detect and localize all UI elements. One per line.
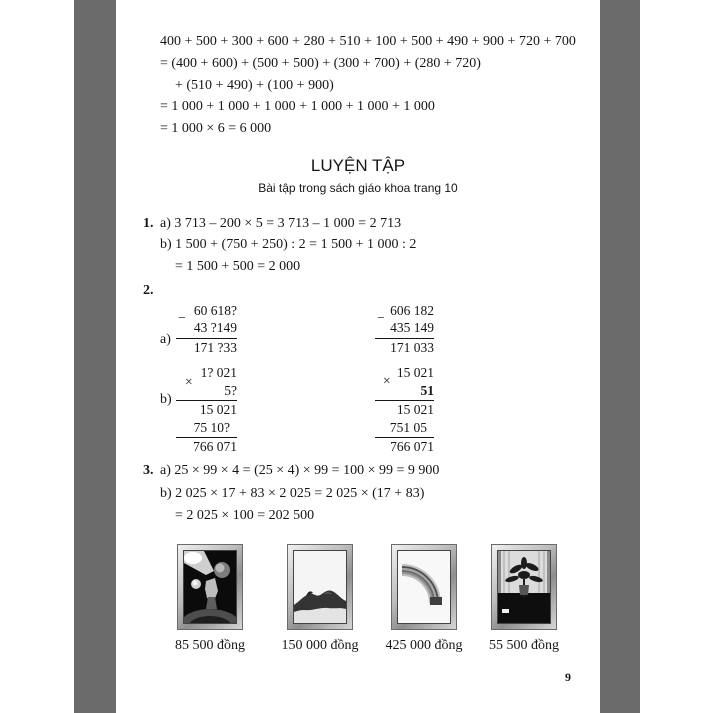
part-label: a) bbox=[160, 332, 171, 347]
product: 766 071 bbox=[193, 439, 237, 454]
calc-line: = 1 000 × 6 = 6 000 bbox=[160, 121, 272, 136]
picture-price: 85 500 đồng bbox=[175, 638, 245, 653]
minus-sign: − bbox=[377, 310, 385, 325]
result-rule bbox=[375, 338, 434, 339]
picture-frame bbox=[391, 544, 457, 630]
page-number: 9 bbox=[565, 670, 571, 684]
multiplicand: 15 021 bbox=[396, 365, 434, 380]
partial-product-2: 751 05 bbox=[389, 420, 427, 435]
picture-frame bbox=[491, 544, 557, 630]
difference: 171 033 bbox=[390, 340, 434, 355]
rainbow-painting-image bbox=[397, 550, 451, 624]
section-subtitle: Bài tập trong sách giáo khoa trang 10 bbox=[258, 181, 458, 195]
multiplier: 5? bbox=[224, 383, 237, 398]
multiplier: 51 bbox=[420, 383, 434, 398]
result-rule bbox=[176, 338, 237, 339]
partial-rule bbox=[176, 400, 237, 401]
subtrahend: 43 ?149 bbox=[193, 320, 237, 335]
times-sign: × bbox=[185, 374, 193, 389]
minus-sign: − bbox=[178, 310, 186, 325]
exercise-number: 1. bbox=[143, 216, 154, 231]
product: 766 071 bbox=[390, 439, 434, 454]
multiplicand: 1? 021 bbox=[200, 365, 237, 380]
exercise-number: 2. bbox=[143, 283, 154, 298]
difference: 171 ?33 bbox=[193, 340, 237, 355]
minuend: 606 182 bbox=[390, 303, 434, 318]
calc-line: + (510 + 490) + (100 + 900) bbox=[175, 78, 334, 93]
partial-product-1: 15 021 bbox=[199, 402, 237, 417]
partial-product-2: 75 10? bbox=[193, 420, 230, 435]
viewer-margin-left bbox=[74, 0, 116, 713]
exercise-line: = 1 500 + 500 = 2 000 bbox=[175, 259, 301, 274]
exercise-line: = 2 025 × 100 = 202 500 bbox=[175, 508, 315, 523]
plant-painting-image bbox=[497, 550, 551, 624]
picture-price: 150 000 đồng bbox=[281, 638, 359, 653]
subtrahend: 435 149 bbox=[390, 320, 434, 335]
times-sign: × bbox=[383, 373, 391, 388]
textbook-page bbox=[116, 0, 600, 713]
calc-line: = (400 + 600) + (500 + 500) + (300 + 700) + (280 + 720) bbox=[160, 56, 481, 71]
minuend: 60 618? bbox=[193, 303, 237, 318]
calc-line: = 1 000 + 1 000 + 1 000 + 1 000 + 1 000 + 1 000 bbox=[160, 99, 435, 114]
picture-frame bbox=[177, 544, 243, 630]
partial-rule bbox=[375, 400, 434, 401]
result-rule bbox=[176, 437, 237, 438]
space-painting-image bbox=[183, 550, 237, 624]
picture-price: 55 500 đồng bbox=[489, 638, 559, 653]
exercise-line: b) 1 500 + (750 + 250) : 2 = 1 500 + 1 000 : 2 bbox=[160, 237, 417, 252]
landscape-painting-image bbox=[293, 550, 347, 624]
part-label: b) bbox=[160, 392, 172, 407]
section-title: LUYỆN TẬP bbox=[310, 156, 406, 175]
picture-price: 425 000 đồng bbox=[385, 638, 463, 653]
partial-product-1: 15 021 bbox=[396, 402, 434, 417]
picture-frame bbox=[287, 544, 353, 630]
exercise-number: 3. bbox=[143, 463, 154, 478]
exercise-line: a) 25 × 99 × 4 = (25 × 4) × 99 = 100 × 99 = 9 900 bbox=[160, 463, 440, 478]
exercise-line: b) 2 025 × 17 + 83 × 2 025 = 2 025 × (17 + 83) bbox=[160, 486, 425, 501]
exercise-line: a) 3 713 – 200 × 5 = 3 713 – 1 000 = 2 713 bbox=[160, 216, 402, 231]
calc-line: 400 + 500 + 300 + 600 + 280 + 510 + 100 + 500 + 490 + 900 + 720 + 700 bbox=[160, 34, 576, 49]
viewer-margin-right bbox=[600, 0, 640, 713]
result-rule bbox=[375, 437, 434, 438]
